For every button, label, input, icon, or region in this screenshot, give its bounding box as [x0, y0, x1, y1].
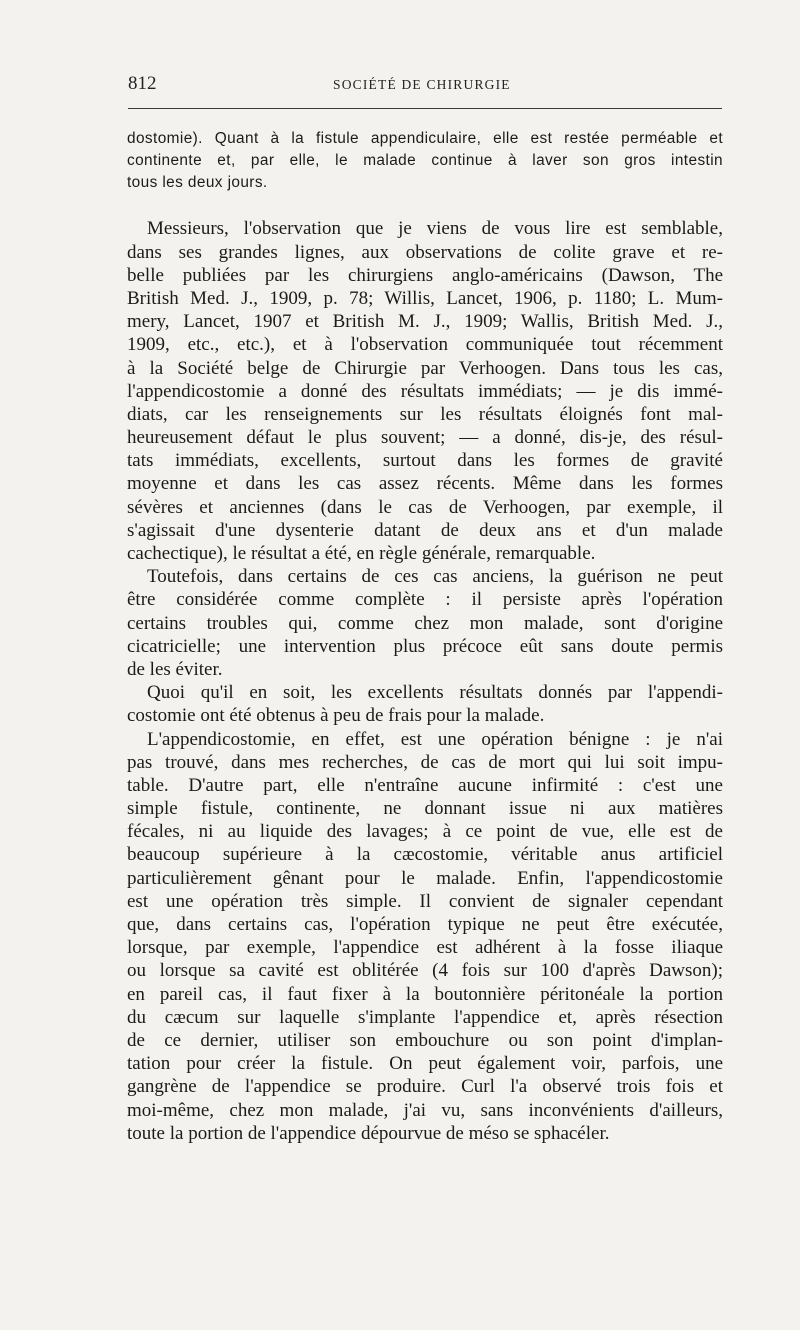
text-line: dostomie). Quant à la fistule appendiculaire, elle est restée perméable et [127, 130, 723, 147]
text-line: ou lorsque sa cavité est oblitérée (4 fois sur 100 d'après Dawson); [127, 960, 723, 982]
text-line: lorsque, par exemple, l'appendice est adhérent à la fosse iliaque [127, 937, 723, 959]
text-line: fécales, ni au liquide des lavages; à ce point de vue, elle est de [127, 821, 723, 843]
text-line: mery, Lancet, 1907 et British M. J., 1909; Wallis, British Med. J., [127, 311, 723, 333]
text-line: continente et, par elle, le malade continue à laver son gros intestin [127, 151, 723, 169]
text-line: 1909, etc., etc.), et à l'observation communiquée tout récemment [127, 334, 723, 356]
text-line: beaucoup supérieure à la cæcostomie, véritable anus artificiel [127, 844, 723, 866]
text-line: table. D'autre part, elle n'entraîne aucune infirmité : c'est une [127, 774, 723, 796]
text-line: en pareil cas, il faut fixer à la boutonnière péritonéale la portion [127, 983, 723, 1005]
text-line: de les éviter. [127, 658, 223, 680]
text-line: pas trouvé, dans mes recherches, de cas de mort qui lui soit impu- [127, 751, 723, 773]
text-line: que, dans certains cas, l'opération typique ne peut être exécutée, [127, 914, 723, 936]
continued-paragraph [127, 128, 723, 193]
running-head [128, 72, 722, 96]
text-line: du cæcum sur laquelle s'implante l'appendice et, après résection [127, 1006, 723, 1028]
header-rule [128, 108, 722, 109]
text-line: est une opération très simple. Il convient de signaler cependant [127, 890, 723, 912]
text-line: dans ses grandes lignes, aux observations de colite grave et re- [127, 241, 723, 263]
text-line: s'agissait d'une dysenterie datant de deux ans et d'un malade [127, 519, 723, 541]
text-line: British Med. J., 1909, p. 78; Willis, Lancet, 1906, p. 1180; L. Mum- [127, 287, 723, 309]
text-line: tats immédiats, excellents, surtout dans les formes de gravité [127, 450, 723, 472]
body-text [127, 128, 723, 1145]
journal-title: SOCIÉTÉ DE CHIRURGIE [333, 77, 511, 92]
text-line: certains troubles qui, comme chez mon malade, sont d'origine [127, 612, 723, 634]
text-line: cachectique), le résultat a été, en règle générale, remarquable. [127, 543, 596, 565]
text-line: de ce dernier, utiliser son embouchure ou son point d'implan- [127, 1029, 723, 1051]
text-line: Toutefois, dans certains de ces cas anciens, la guérison ne peut [147, 566, 723, 588]
text-line: simple fistule, continente, ne donnant issue ni aux matières [127, 798, 723, 820]
text-line: sévères et anciennes (dans le cas de Verhoogen, par exemple, il [127, 496, 723, 518]
text-line: moyenne et dans les cas assez récents. Même dans les formes [127, 473, 723, 495]
text-line: toute la portion de l'appendice dépourvue de méso se sphacéler. [127, 1122, 610, 1144]
text-line: être considérée comme complète : il persiste après l'opération [127, 589, 723, 611]
text-line: gangrène de l'appendice se produire. Curl l'a observé trois fois et [127, 1076, 723, 1098]
text-line: à la Société belge de Chirurgie par Verhoogen. Dans tous les cas, [127, 357, 723, 379]
text-line: tation pour créer la fistule. On peut également voir, parfois, une [127, 1053, 723, 1075]
page-number: 812 [128, 73, 157, 94]
text-line: L'appendicostomie, en effet, est une opération bénigne : je n'ai [147, 728, 723, 750]
text-line: l'appendicostomie a donné des résultats immédiats; — je dis immé- [127, 380, 723, 402]
text-line: costomie ont été obtenus à peu de frais pour la malade. [127, 705, 545, 727]
text-line: tous les deux jours. [127, 173, 268, 191]
text-line: diats, car les renseignements sur les résultats éloignés font mal- [127, 403, 723, 425]
text-line: moi-même, chez mon malade, j'ai vu, sans inconvénients d'ailleurs, [127, 1099, 723, 1121]
text-line: heureusement défaut le plus souvent; — a donné, dis-je, des résul- [127, 427, 723, 449]
text-line: belle publiées par les chirurgiens anglo-américains (Dawson, The [127, 264, 723, 286]
text-line: particulièrement gênant pour le malade. Enfin, l'appendicostomie [127, 867, 723, 889]
main-paragraphs [127, 217, 723, 1145]
text-line: Quoi qu'il en soit, les excellents résultats donnés par l'appendi- [147, 682, 723, 704]
text-line: cicatricielle; une intervention plus précoce eût sans doute permis [127, 635, 723, 657]
text-line: Messieurs, l'observation que je viens de vous lire est semblable, [147, 218, 723, 240]
